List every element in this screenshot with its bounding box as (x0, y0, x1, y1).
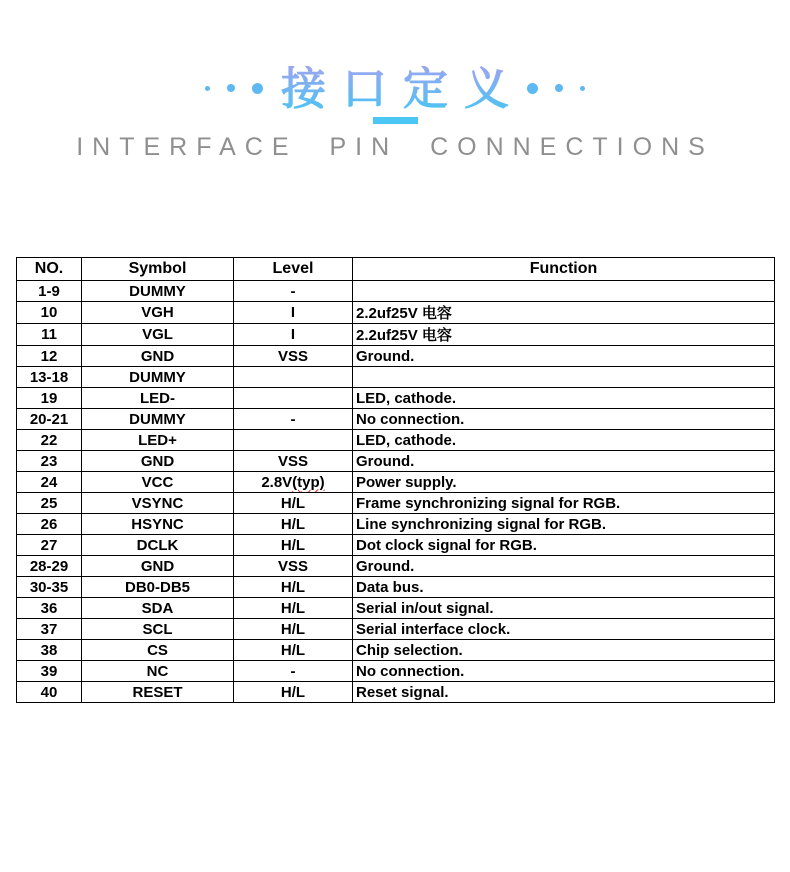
dot-icon (527, 83, 538, 94)
title-row (0, 62, 790, 114)
cell-no: 24 (17, 472, 82, 493)
cell-level: - (234, 661, 353, 682)
page-title-chinese: 接口定义 (280, 62, 525, 114)
table-row (17, 302, 775, 324)
column-header-no: NO. (17, 258, 82, 281)
pin-table-body (17, 281, 775, 703)
cell-symbol: VSYNC (82, 493, 234, 514)
cell-function: Ground. (353, 451, 775, 472)
cell-function: Serial in/out signal. (353, 598, 775, 619)
dot-icon (227, 84, 235, 92)
cell-level: H/L (234, 619, 353, 640)
table-row (17, 514, 775, 535)
cell-function: Chip selection. (353, 640, 775, 661)
cell-function: 2.2uf25V 电容 (353, 302, 775, 324)
cell-symbol: DUMMY (82, 281, 234, 302)
cell-no: 26 (17, 514, 82, 535)
table-row (17, 324, 775, 346)
cell-no: 22 (17, 430, 82, 451)
cell-level (234, 367, 353, 388)
cell-function (353, 281, 775, 302)
table-row (17, 535, 775, 556)
cell-no: 30-35 (17, 577, 82, 598)
cell-level: H/L (234, 682, 353, 703)
table-row (17, 493, 775, 514)
cell-level: VSS (234, 451, 353, 472)
cell-no: 38 (17, 640, 82, 661)
table-row (17, 388, 775, 409)
table-row (17, 409, 775, 430)
table-row (17, 556, 775, 577)
cell-symbol: DUMMY (82, 409, 234, 430)
dot-icon (252, 83, 263, 94)
cell-symbol: SCL (82, 619, 234, 640)
dots-left-decoration (205, 83, 263, 94)
cell-function: 2.2uf25V 电容 (353, 324, 775, 346)
cell-level: H/L (234, 640, 353, 661)
cell-function: No connection. (353, 661, 775, 682)
cell-function (353, 367, 775, 388)
cell-symbol: DCLK (82, 535, 234, 556)
table-row (17, 281, 775, 302)
table-row (17, 577, 775, 598)
cell-symbol: DB0-DB5 (82, 577, 234, 598)
cell-function: Ground. (353, 346, 775, 367)
cell-symbol: VCC (82, 472, 234, 493)
table-header-row (17, 258, 775, 281)
cell-no: 13-18 (17, 367, 82, 388)
cell-level: VSS (234, 346, 353, 367)
cell-symbol: GND (82, 346, 234, 367)
table-row (17, 430, 775, 451)
cell-symbol: NC (82, 661, 234, 682)
cell-level (234, 430, 353, 451)
table-row (17, 367, 775, 388)
table-row (17, 451, 775, 472)
dot-icon (555, 84, 563, 92)
column-header-level: Level (234, 258, 353, 281)
pin-connections-table (16, 257, 775, 703)
cell-level (234, 388, 353, 409)
cell-symbol: HSYNC (82, 514, 234, 535)
cell-no: 37 (17, 619, 82, 640)
cell-no: 27 (17, 535, 82, 556)
table-row (17, 472, 775, 493)
cell-function: LED, cathode. (353, 430, 775, 451)
cell-symbol: LED+ (82, 430, 234, 451)
cell-no: 39 (17, 661, 82, 682)
cell-level: 2.8V(typ) (234, 472, 353, 493)
cell-function: Ground. (353, 556, 775, 577)
cell-no: 40 (17, 682, 82, 703)
pin-table-container (16, 257, 775, 703)
cell-symbol: GND (82, 556, 234, 577)
page-subtitle: INTERFACE PIN CONNECTIONS (76, 133, 714, 161)
cell-symbol: CS (82, 640, 234, 661)
table-row (17, 619, 775, 640)
cell-no: 19 (17, 388, 82, 409)
table-row (17, 661, 775, 682)
dots-right-decoration (527, 83, 585, 94)
column-header-function: Function (353, 258, 775, 281)
cell-level: VSS (234, 556, 353, 577)
cell-function: Power supply. (353, 472, 775, 493)
cell-function: LED, cathode. (353, 388, 775, 409)
cell-level: H/L (234, 535, 353, 556)
cell-no: 11 (17, 324, 82, 346)
cell-function: Data bus. (353, 577, 775, 598)
table-row (17, 346, 775, 367)
cell-function: Reset signal. (353, 682, 775, 703)
cell-no: 1-9 (17, 281, 82, 302)
cell-no: 20-21 (17, 409, 82, 430)
cell-no: 23 (17, 451, 82, 472)
cell-level: I (234, 302, 353, 324)
cell-function: Frame synchronizing signal for RGB. (353, 493, 775, 514)
column-header-symbol: Symbol (82, 258, 234, 281)
cell-level: H/L (234, 577, 353, 598)
cell-symbol: LED- (82, 388, 234, 409)
page-header (0, 0, 790, 162)
cell-symbol: RESET (82, 682, 234, 703)
table-row (17, 640, 775, 661)
table-row (17, 682, 775, 703)
cell-no: 10 (17, 302, 82, 324)
cell-symbol: VGL (82, 324, 234, 346)
cell-function: No connection. (353, 409, 775, 430)
cell-symbol: GND (82, 451, 234, 472)
title-underline-decoration (373, 117, 418, 124)
dot-icon (580, 86, 585, 91)
cell-level: I (234, 324, 353, 346)
table-row (17, 598, 775, 619)
cell-no: 12 (17, 346, 82, 367)
cell-level: - (234, 409, 353, 430)
cell-function: Dot clock signal for RGB. (353, 535, 775, 556)
cell-level: - (234, 281, 353, 302)
cell-no: 25 (17, 493, 82, 514)
cell-level: H/L (234, 514, 353, 535)
cell-level: H/L (234, 598, 353, 619)
spellcheck-wavy-underline: (typ) (292, 473, 325, 491)
cell-symbol: DUMMY (82, 367, 234, 388)
cell-function: Line synchronizing signal for RGB. (353, 514, 775, 535)
cell-no: 28-29 (17, 556, 82, 577)
cell-symbol: VGH (82, 302, 234, 324)
cell-function: Serial interface clock. (353, 619, 775, 640)
cell-level: H/L (234, 493, 353, 514)
cell-symbol: SDA (82, 598, 234, 619)
cell-no: 36 (17, 598, 82, 619)
dot-icon (205, 86, 210, 91)
